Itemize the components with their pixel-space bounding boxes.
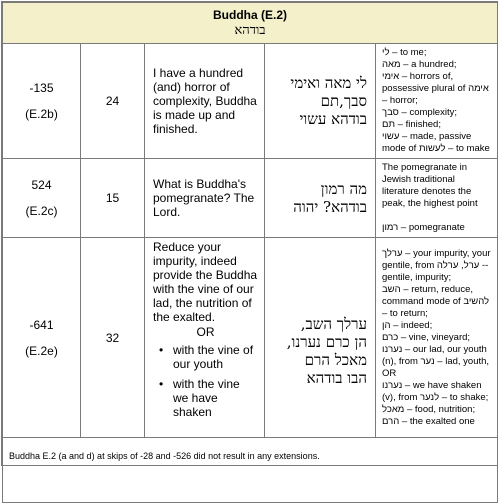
note-line: הן – indeed; [382,319,433,331]
hebrew-cell [265,159,376,238]
footer-row [3,438,498,503]
notes-cell [376,238,498,438]
buddha-table [2,2,498,503]
table-header [3,3,498,44]
hebrew-line: בודהא? יהוה [293,198,367,216]
hebrew-line: הבו בודהא [306,368,367,387]
note-intro: The pomegranate in Jewish traditional literature denotes the peak, the highest point [382,162,478,209]
skip-value: 524 [31,178,52,192]
note-line: כרם – vine, vineyard; [382,331,471,343]
english-cell [145,238,265,438]
notes-cell [376,44,498,159]
footer-note: Buddha E.2 (a and d) at skips of -28 and -526 did not result in any extensions. [3,438,498,503]
note-line: ערלך – your impurity, your gentile, from ערל, ערלה -- gentile, impurity; [382,247,491,283]
count-cell: 15 [81,159,145,238]
english-text: Reduce your impurity, indeed provide the Buddha with the vine of our lad, the nutrition of the exalted. [153,240,258,324]
notes-cell [376,159,498,238]
or-label: OR [196,325,215,339]
table-row [3,44,498,159]
skip-cell [3,238,81,438]
list-item: • with the vine we have shaken [173,377,258,419]
hebrew-line: מה רמון [320,180,367,198]
skip-value: -135 [29,81,54,95]
hebrew-line: לי מאה ואימי [290,74,367,92]
note-line: תם – finished; [382,119,441,130]
hebrew-line: ערלך השב, [300,314,367,333]
hebrew-line: סבך,תם [320,92,367,110]
note-line: נערנו – our lad, our youth (n), from נער – lad, youth, OR [382,343,490,379]
note-line: סבך – complexity; [382,107,457,118]
count-cell: 24 [81,44,145,159]
hebrew-line: הן כרם נערנו, [286,332,367,351]
hebrew-cell [265,238,376,438]
hebrew-line: מאכל הרם [304,350,367,369]
note-line: לי – to me; [382,47,427,58]
note-line: מאה – a hundred; [382,59,457,70]
count-cell: 32 [81,238,145,438]
header-hebrew: בודהא [234,22,266,38]
code-value: (E.2b) [25,107,58,121]
note-line: השב – return, reduce, command mode of להשיב – to return; [382,283,490,319]
note-line: הרם – the exalted one [382,415,475,427]
options-list [153,343,258,419]
table-row [3,238,498,438]
hebrew-cell [265,44,376,159]
table-row [3,159,498,238]
skip-cell [3,44,81,159]
note-line: רמון – pomegranate [382,222,465,233]
note-line: עשוי – made, passive mode of לעשות – to make [382,131,490,154]
header-title: Buddha (E.2) [213,7,287,22]
note-line: אימי – horrors of, possessive plural of אימה – horror; [382,71,489,106]
skip-value: -641 [29,317,54,332]
note-line: מאכל – food, nutrition; [382,403,476,415]
document-page [1,1,498,466]
english-cell: I have a hundred (and) horror of complexity, Buddha is made up and finished. [145,44,265,159]
list-item: • with the vine of our youth [173,343,258,371]
code-value: (E.2c) [25,204,58,218]
skip-cell [3,159,81,238]
note-line: נערנו – we have shaken (v), from לנער – to shake; [382,379,489,403]
english-cell: What is Buddha's pomegranate? The Lord. [145,159,265,238]
code-value: (E.2e) [25,343,58,358]
hebrew-line: בודהא עשוי [299,110,367,128]
